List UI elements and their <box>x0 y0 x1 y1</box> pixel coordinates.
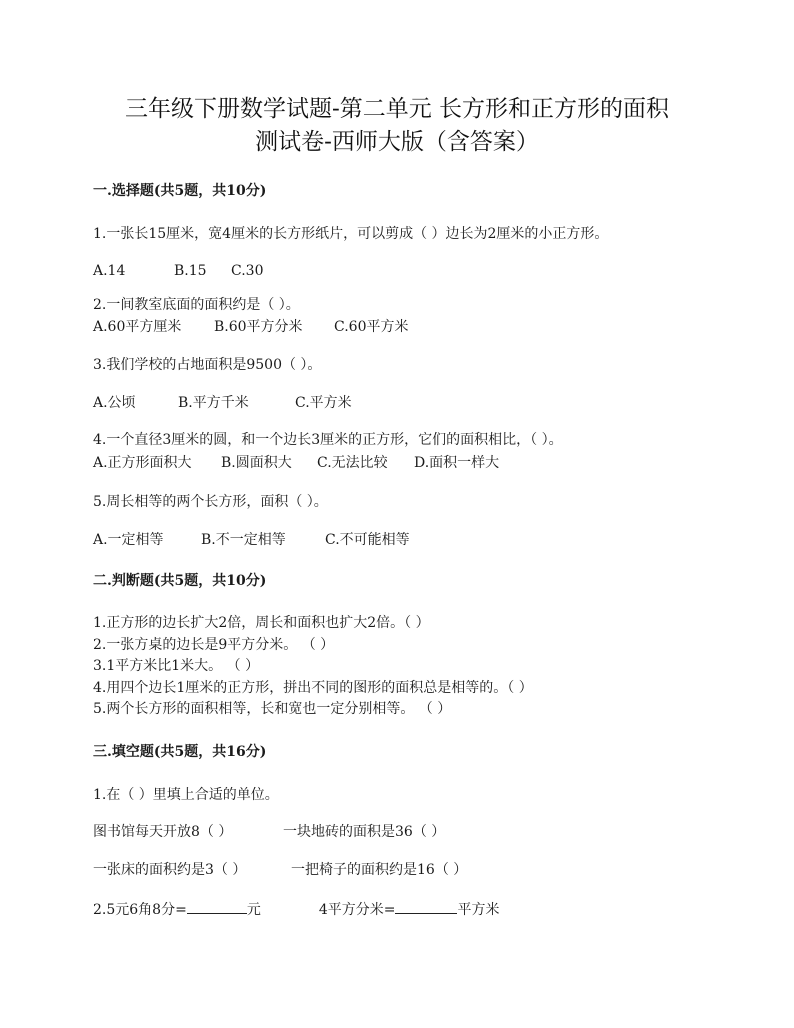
q4-option-c: C.无法比较 <box>317 455 388 471</box>
judge-item-2: 2.一张方桌的边长是9平方分米。 （ ） <box>93 637 335 653</box>
q4-option-a: A.正方形面积大 <box>93 455 192 471</box>
judge-item-4: 4.用四个边长1厘米的正方形，拼出不同的图形的面积总是相等的。（ ） <box>93 680 533 696</box>
fill-row2-left: 一张床的面积约是3（ ） <box>93 862 247 878</box>
fill-row3-right-prefix: 4平方分米= <box>318 902 396 918</box>
page-title-line1: 三年级下册数学试题-第二单元 长方形和正方形的面积 <box>124 96 670 122</box>
q3-option-a: A.公顷 <box>93 395 136 411</box>
fill-row3-left-unit: 元 <box>246 902 261 918</box>
q2-option-a: A.60平方厘米 <box>93 319 182 335</box>
section1-heading: 一.选择题(共5题，共10分) <box>93 183 267 199</box>
judge-item-1: 1.正方形的边长扩大2倍，周长和面积也扩大2倍。（ ） <box>93 615 430 631</box>
fill-row3-left-prefix: 2.5元6角8分= <box>93 902 187 918</box>
answer-blank-sqm[interactable] <box>395 899 457 914</box>
fill-row-3 <box>93 899 499 919</box>
q2-option-b: B.60平方分米 <box>214 319 303 335</box>
q5-text: 5.周长相等的两个长方形，面积（ ）。 <box>93 494 328 510</box>
q1-option-a: A.14 <box>93 263 126 279</box>
q3-text: 3.我们学校的占地面积是9500（ ）。 <box>93 357 322 373</box>
q3-option-b: B.平方千米 <box>178 395 249 411</box>
q2-option-c: C.60平方米 <box>334 319 409 335</box>
fill-row1-left: 图书馆每天开放8（ ） <box>93 824 233 840</box>
q5-option-b: B.不一定相等 <box>201 532 286 548</box>
fill-row1-right: 一块地砖的面积是36（ ） <box>283 824 446 840</box>
page-title-line2: 测试卷-西师大版（含答案） <box>255 129 539 155</box>
q4-options <box>93 454 499 472</box>
fill-row3-right-unit: 平方米 <box>457 902 500 918</box>
q5-options <box>93 531 410 549</box>
fill-row-1 <box>93 823 445 841</box>
section2-heading: 二.判断题(共5题，共10分) <box>93 573 267 589</box>
q1-option-b: B.15 <box>174 263 207 279</box>
q5-option-a: A.一定相等 <box>93 532 164 548</box>
fill-q1-text: 1.在（ ）里填上合适的单位。 <box>93 787 279 803</box>
section3-heading: 三.填空题(共5题，共16分) <box>93 744 267 760</box>
q2-options <box>93 318 408 336</box>
q1-options <box>93 262 263 280</box>
judge-item-5: 5.两个长方形的面积相等，长和宽也一定分别相等。 （ ） <box>93 701 452 717</box>
judge-item-3: 3.1平方米比1米大。 （ ） <box>93 658 260 674</box>
q4-option-b: B.圆面积大 <box>221 455 292 471</box>
q5-option-c: C.不可能相等 <box>325 532 410 548</box>
fill-row-2 <box>93 861 467 879</box>
q1-option-c: C.30 <box>231 263 264 279</box>
answer-blank-yuan[interactable] <box>187 899 247 914</box>
q4-option-d: D.面积一样大 <box>414 455 500 471</box>
q4-text: 4.一个直径3厘米的圆，和一个边长3厘米的正方形，它们的面积相比，（ ）。 <box>93 432 563 448</box>
q3-option-c: C.平方米 <box>295 395 352 411</box>
fill-row2-right: 一把椅子的面积约是16（ ） <box>291 862 468 878</box>
q3-options <box>93 394 352 412</box>
q1-text: 1.一张长15厘米，宽4厘米的长方形纸片，可以剪成（ ）边长为2厘米的小正方形。 <box>93 226 609 242</box>
q2-text: 2.一间教室底面的面积约是（ ）。 <box>93 297 300 313</box>
